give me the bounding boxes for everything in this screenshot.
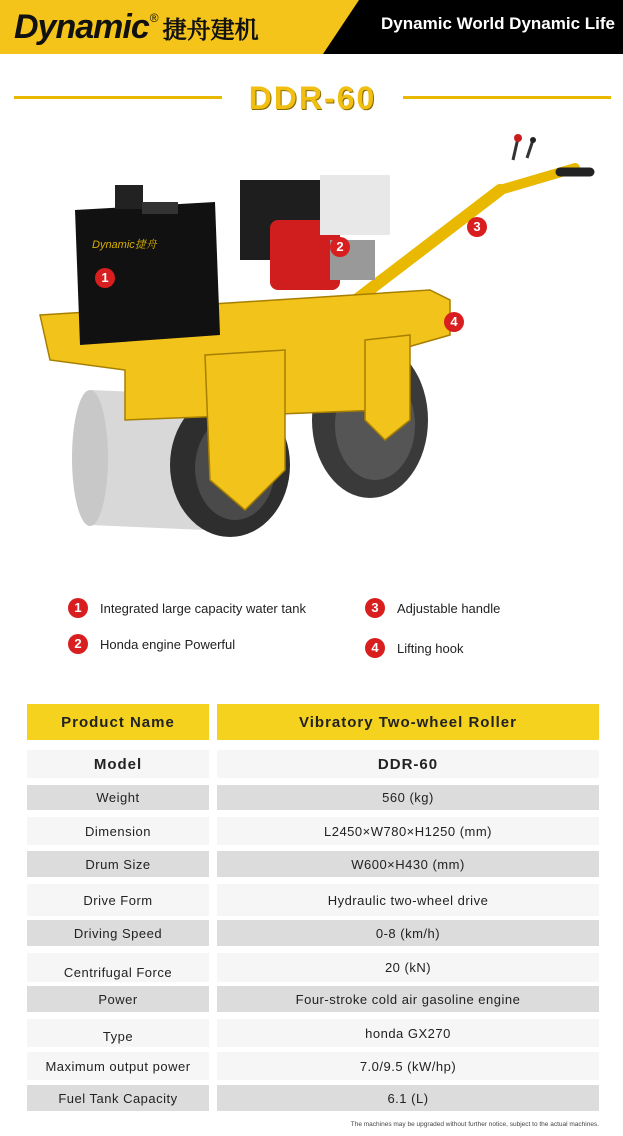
slogan: Dynamic World Dynamic Life bbox=[381, 14, 615, 33]
product-name-label: Product Name bbox=[27, 704, 209, 740]
callout-marker-2: 2 bbox=[330, 237, 350, 257]
spec-label: Centrifugal Force bbox=[27, 953, 209, 982]
footnote: The machines may be upgraded without further notice, subject to the actual machines. bbox=[350, 1121, 599, 1128]
model-label: Model bbox=[27, 750, 209, 778]
spec-label: Fuel Tank Capacity bbox=[27, 1085, 209, 1111]
legend-label-3: Adjustable handle bbox=[397, 600, 501, 616]
callout-marker-4: 4 bbox=[444, 312, 464, 332]
spec-value: Hydraulic two-wheel drive bbox=[217, 884, 599, 916]
spec-label: Weight bbox=[27, 785, 209, 810]
registered-mark: ® bbox=[149, 11, 159, 25]
model-value: DDR-60 bbox=[217, 750, 599, 778]
spec-label: Drive Form bbox=[27, 884, 209, 916]
spec-value: 6.1 (L) bbox=[217, 1085, 599, 1111]
logo-chinese-text: 捷舟建机 bbox=[162, 16, 259, 44]
spec-label: Type bbox=[27, 1019, 209, 1047]
machine-illustration bbox=[30, 130, 600, 550]
legend-item-engine bbox=[68, 634, 235, 654]
legend-marker-2: 2 bbox=[68, 634, 88, 654]
legend-marker-3: 3 bbox=[365, 598, 385, 618]
legend-marker-1: 1 bbox=[68, 598, 88, 618]
table-row bbox=[27, 1052, 599, 1080]
spec-value: 560 (kg) bbox=[217, 785, 599, 810]
page-title: DDR-60 bbox=[248, 80, 377, 116]
table-row bbox=[27, 953, 599, 982]
spec-label: Driving Speed bbox=[27, 920, 209, 946]
table-row bbox=[27, 785, 599, 810]
legend-item-hook bbox=[365, 638, 464, 658]
title-row bbox=[14, 80, 611, 116]
spec-value: honda GX270 bbox=[217, 1019, 599, 1047]
legend-item-water-tank bbox=[68, 598, 306, 618]
product-name-value: Vibratory Two-wheel Roller bbox=[217, 704, 599, 740]
callout-marker-3: 3 bbox=[467, 217, 487, 237]
header-bar bbox=[0, 0, 623, 54]
spec-value: Four-stroke cold air gasoline engine bbox=[217, 986, 599, 1012]
spec-value: L2450×W780×H1250 (mm) bbox=[217, 817, 599, 845]
spec-label: Maximum output power bbox=[27, 1052, 209, 1080]
spec-value: 7.0/9.5 (kW/hp) bbox=[217, 1052, 599, 1080]
brand-logo bbox=[14, 8, 259, 47]
table-header-row bbox=[27, 704, 599, 740]
legend-marker-4: 4 bbox=[365, 638, 385, 658]
spec-value: 20 (kN) bbox=[217, 953, 599, 982]
legend-label-1: Integrated large capacity water tank bbox=[100, 600, 306, 616]
table-row bbox=[27, 884, 599, 916]
table-row bbox=[27, 920, 599, 946]
logo-text: Dynamic bbox=[14, 8, 149, 46]
table-row bbox=[27, 1085, 599, 1111]
legend-label-4: Lifting hook bbox=[397, 640, 464, 656]
spec-label: Drum Size bbox=[27, 851, 209, 877]
spec-label: Dimension bbox=[27, 817, 209, 845]
table-row bbox=[27, 851, 599, 877]
spec-value: W600×H430 (mm) bbox=[217, 851, 599, 877]
machine-badge: Dynamic捷舟 bbox=[92, 239, 157, 251]
spec-label: Power bbox=[27, 986, 209, 1012]
table-row bbox=[27, 986, 599, 1012]
callout-marker-1: 1 bbox=[95, 268, 115, 288]
spec-value: 0-8 (km/h) bbox=[217, 920, 599, 946]
table-row-model bbox=[27, 750, 599, 778]
legend-label-2: Honda engine Powerful bbox=[100, 636, 236, 652]
table-row bbox=[27, 1019, 599, 1047]
legend-item-handle bbox=[365, 598, 500, 618]
table-row bbox=[27, 817, 599, 845]
